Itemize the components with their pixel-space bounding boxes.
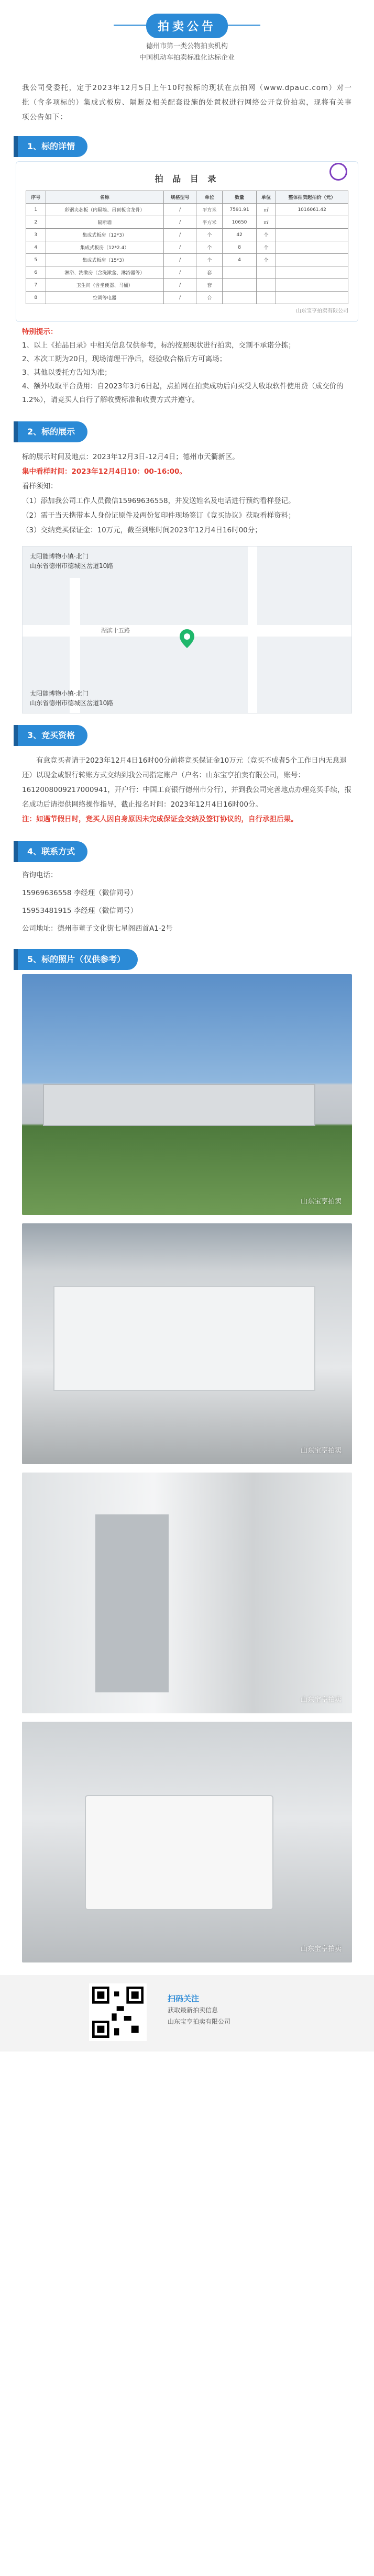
- header-divider-right: [224, 25, 260, 26]
- table-cell: /: [163, 204, 196, 216]
- header-subtitle-line1: 德州市第一类公物拍卖机构: [146, 42, 228, 50]
- map-pin-icon: [180, 629, 194, 648]
- table-cell: /: [163, 266, 196, 279]
- table-cell: 个: [196, 241, 223, 254]
- footer-line-2: 山东宝亨拍卖有限公司: [168, 2018, 231, 2025]
- table-cell: ㎡: [256, 216, 276, 229]
- photo-1: [22, 974, 352, 1215]
- table-cell: 1016061.42: [276, 204, 348, 216]
- table-row: [26, 292, 348, 304]
- table-header-row: [26, 191, 348, 204]
- table-row: [26, 229, 348, 241]
- header-divider-left: [114, 25, 150, 26]
- page-title: 拍卖公告: [146, 14, 228, 38]
- table-cell: 平方米: [196, 204, 223, 216]
- map-road-v2: [248, 547, 257, 713]
- table-cell: 4: [223, 254, 256, 266]
- display-line-2: 集中看样时间：2023年12月4日10：00-16:00。: [22, 467, 186, 476]
- section-head-4: [18, 841, 374, 862]
- display-line-6: （3）交纳竞买保证金：10万元，截至到账时间2023年12月4日16时00分；: [22, 526, 262, 534]
- table-row: [26, 241, 348, 254]
- qr-code-icon[interactable]: [89, 1983, 147, 2041]
- table-cell: 淋浴、洗漱房（含洗漱盆、淋浴器等）: [46, 266, 163, 279]
- footer-text: [168, 1993, 230, 2027]
- photo-2: [22, 1223, 352, 1464]
- contact-label: 咨询电话：: [22, 871, 58, 879]
- table-cell: [223, 292, 256, 304]
- table-cell: 2: [26, 216, 46, 229]
- qualification-p2: 注：如遇节假日时，竞买人因自身原因未完成保证金交纳及签订协议的，自行承担后果。: [22, 815, 298, 823]
- display-line-3: 看样须知：: [22, 482, 58, 490]
- table-cell: [256, 279, 276, 292]
- table-cell: [256, 266, 276, 279]
- photo-2-watermark: 山东宝亨拍卖: [300, 1447, 342, 1455]
- table-cell: [276, 254, 348, 266]
- table-row: [26, 266, 348, 279]
- table-row: [26, 254, 348, 266]
- auction-table: [26, 191, 348, 304]
- table-cell: [276, 292, 348, 304]
- table-cell: [223, 266, 256, 279]
- table-cell: 个: [256, 229, 276, 241]
- photo-4-watermark: 山东宝亨拍卖: [300, 1945, 342, 1953]
- footer-scan-label: 扫码关注: [168, 1994, 200, 2003]
- qualification-info: [0, 750, 374, 830]
- photo-4-appliance: [85, 1795, 273, 1910]
- th-unit: 单位: [196, 191, 223, 204]
- section-title-4: 4、联系方式: [18, 841, 87, 862]
- table-body: [26, 204, 348, 304]
- table-cell: 个: [196, 254, 223, 266]
- table-cell: 6: [26, 266, 46, 279]
- photo-4: [22, 1722, 352, 1962]
- th-spec: 规格型号: [163, 191, 196, 204]
- header-subtitle: [0, 41, 374, 64]
- display-line-4: （1）添加我公司工作人员微信15969636558，并发送姓名及电话进行预约看样登记。: [22, 497, 295, 505]
- auction-table-box: [16, 161, 358, 322]
- map-address-top: 山东省德州市德城区岔道10路: [30, 562, 114, 570]
- table-cell: [276, 279, 348, 292]
- table-cell: 彩钢夹芯板（内隔墙、吊顶板含龙骨）: [46, 204, 163, 216]
- table-cell: ㎡: [256, 204, 276, 216]
- table-cell: /: [163, 279, 196, 292]
- location-map[interactable]: [22, 546, 352, 713]
- table-cell: [276, 241, 348, 254]
- section-head-2: [18, 421, 374, 442]
- qualification-p1: 有意竞买者请于2023年12月4日16时00分前将竞买保证金10万元（竞买不成者5个工作日内无息退还）以现金或银行转账方式交纳到我公司指定账户（户名：山东宝亨拍卖有限公司，账号：1612008009217000941，开户行：中国工商银行德州市分行），并到我公司完善地点办理竞买手续，报名成功后请提供网络操作指导，截止报名时间：2023年12月4日16时00分。: [22, 756, 351, 809]
- map-place-top: 太阳能博物小镇·北门: [30, 553, 89, 560]
- table-cell: 套: [196, 266, 223, 279]
- table-cell: [223, 279, 256, 292]
- contact-phone-2[interactable]: 15953481915 李经理（微信同号）: [22, 907, 138, 915]
- table-cell: [276, 266, 348, 279]
- table-row: [26, 204, 348, 216]
- section-title-3: 3、竞买资格: [18, 725, 87, 746]
- display-line-5: （2）需于当天携带本人身份证原件及两份复印件现场签订《竞买协议》获取看样资料；: [22, 511, 295, 520]
- map-place-bottom: 太阳能博物小镇·北门: [30, 690, 89, 697]
- photo-3-watermark: 山东宝亨拍卖: [300, 1696, 342, 1704]
- table-title: 拍 品 目 录: [155, 174, 219, 184]
- table-row: [26, 216, 348, 229]
- company-logo-icon: [329, 163, 347, 181]
- table-cell: [276, 216, 348, 229]
- table-cell: 集成式板房（15*3）: [46, 254, 163, 266]
- section-head-3: [18, 725, 374, 746]
- table-cell: 平方米: [196, 216, 223, 229]
- contact-address: 公司地址：德州市董子文化街七星阁西首A1-2号: [22, 924, 173, 933]
- display-info: [0, 447, 374, 541]
- table-cell: 集成式板房（12*2.4）: [46, 241, 163, 254]
- contact-phone-1[interactable]: 15969636558 李经理（微信同号）: [22, 889, 138, 897]
- header-subtitle-line2: 中国机动车拍卖标准化达标企业: [139, 54, 235, 62]
- table-cell: 个: [256, 254, 276, 266]
- table-cell: [276, 229, 348, 241]
- footer: [0, 1975, 374, 2051]
- contact-info: [0, 866, 374, 938]
- table-cell: 8: [223, 241, 256, 254]
- table-cell: 集成式板房（12*3）: [46, 229, 163, 241]
- table-row: [26, 279, 348, 292]
- th-unit2: 单位: [256, 191, 276, 204]
- table-cell: 42: [223, 229, 256, 241]
- table-cell: 套: [196, 279, 223, 292]
- table-cell: 个: [196, 229, 223, 241]
- th-qty: 数量: [223, 191, 256, 204]
- tips-item-2: 2、本次工期为20日，现场清理干净后，经验收合格后方可离场；: [22, 355, 227, 363]
- intro-paragraph: 我公司受委托，定于2023年12月5日上午10时按标的现状在点拍网（www.dpauc.com）对一批（含多项标的）集成式板房、隔断及相关配套设施的处置权进行网络公开竞价拍卖，现将有关事项公告如下：: [22, 84, 352, 121]
- table-cell: 4: [26, 241, 46, 254]
- map-address-bottom: 山东省德州市德城区岔道10路: [30, 699, 114, 707]
- photo-2-building: [53, 1286, 315, 1391]
- tips-item-3: 3、其他以委托方告知为准；: [22, 369, 112, 377]
- table-cell: /: [163, 292, 196, 304]
- table-cell: 8: [26, 292, 46, 304]
- table-cell: 隔断墙: [46, 216, 163, 229]
- table-cell: 7: [26, 279, 46, 292]
- table-cell: /: [163, 229, 196, 241]
- table-cell: 7591.91: [223, 204, 256, 216]
- map-bottom-label: [30, 689, 113, 708]
- section-title-2: 2、标的展示: [18, 421, 87, 442]
- table-cell: /: [163, 216, 196, 229]
- photo-1-building: [43, 1084, 315, 1126]
- table-cell: 台: [196, 292, 223, 304]
- section-head-1: [18, 136, 374, 157]
- photo-3-partition: [95, 1514, 169, 1692]
- map-top-label: [30, 552, 113, 571]
- section-head-5: [18, 949, 374, 970]
- map-road-label: 湖滨十五路: [101, 627, 130, 634]
- table-cell: 卫生间（含坐便器、马桶）: [46, 279, 163, 292]
- footer-line-1: 获取最新拍卖信息: [168, 2006, 218, 2014]
- section-title-1: 1、标的详情: [18, 136, 87, 157]
- special-tips: [0, 322, 374, 410]
- table-cell: 5: [26, 254, 46, 266]
- table-cell: 3: [26, 229, 46, 241]
- table-cell: /: [163, 241, 196, 254]
- photo-1-watermark: 山东宝亨拍卖: [300, 1198, 342, 1206]
- table-cell: [256, 292, 276, 304]
- table-cell: 1: [26, 204, 46, 216]
- header: [0, 0, 374, 74]
- th-price: 整体拍卖起拍价（元）: [276, 191, 348, 204]
- display-line-1: 标的展示时间及地点：2023年12月3日-12月4日；德州市天衢新区。: [22, 453, 239, 461]
- th-index: 序号: [26, 191, 46, 204]
- section-title-5: 5、标的照片（仅供参考）: [18, 949, 138, 970]
- table-watermark: 山东宝亨拍卖有限公司: [296, 308, 348, 314]
- tips-item-4: 4、额外收取平台费用：自2023年3月6日起，点拍网在拍卖成功后向买受人收取软件使用费（成交价的1.2%），请竞买人自行了解收费标准和收费方式并遵守。: [22, 382, 344, 404]
- th-name: 名称: [46, 191, 163, 204]
- tips-item-1: 1、以上《拍品目录》中相关信息仅供参考，标的按照现状进行拍卖，交割不承诺分拣；: [22, 341, 295, 350]
- table-cell: 10650: [223, 216, 256, 229]
- table-cell: /: [163, 254, 196, 266]
- photo-3: [22, 1473, 352, 1713]
- table-cell: 空调等电器: [46, 292, 163, 304]
- table-cell: 个: [256, 241, 276, 254]
- tips-title: 特别提示：: [22, 328, 58, 336]
- header-title-wrap: [114, 14, 260, 37]
